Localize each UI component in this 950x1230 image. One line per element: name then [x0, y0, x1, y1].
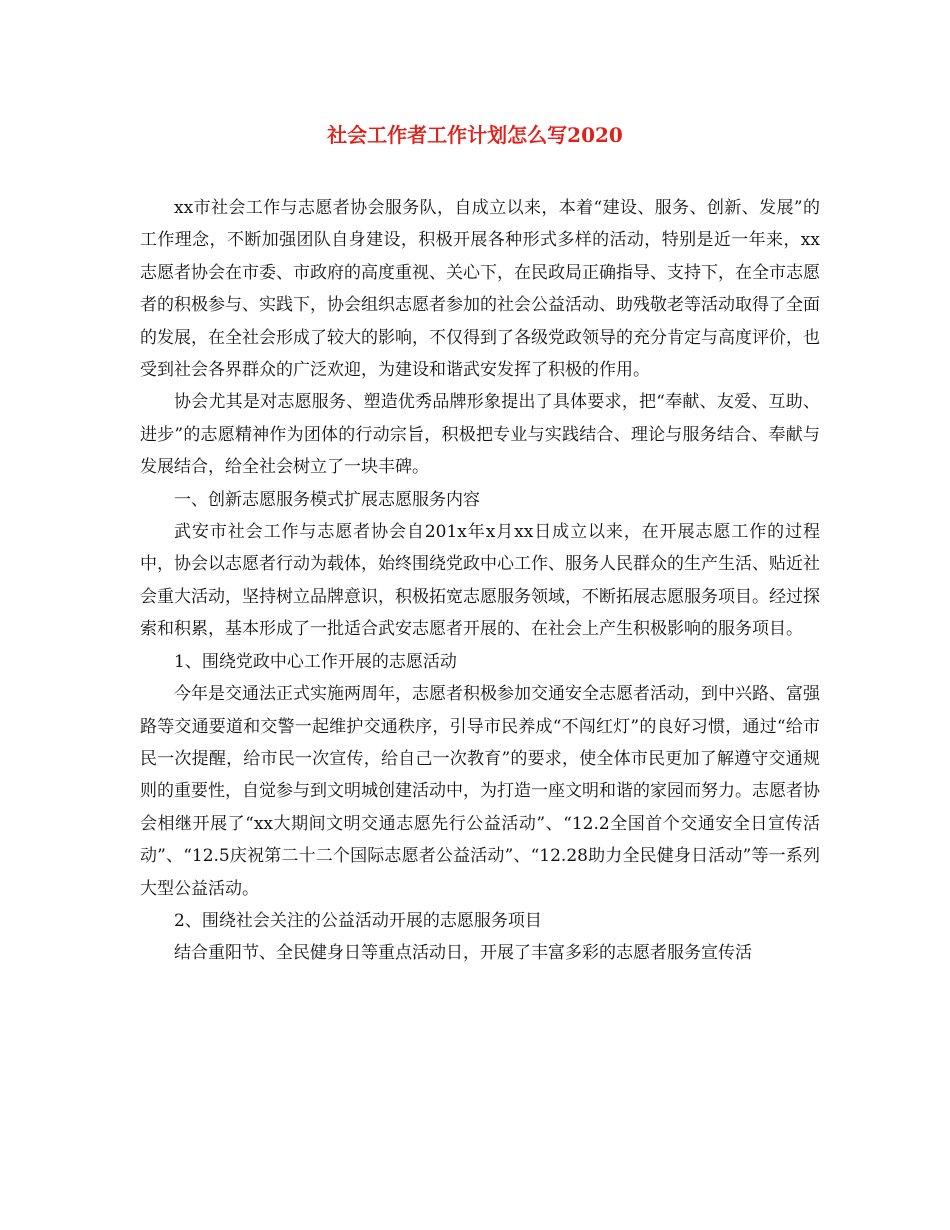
- section-heading-1: 一、创新志愿服务模式扩展志愿服务内容: [174, 489, 480, 510]
- subsection-heading-1: 1、围绕党政中心工作开展的志愿活动: [174, 651, 457, 672]
- paragraph-public-welfare: 结合重阳节、全民健身日等重点活动日，开展了丰富多彩的志愿者服务宣传活: [174, 943, 752, 964]
- subsection-heading-2: 2、围绕社会关注的公益活动开展的志愿服务项目: [174, 910, 542, 931]
- paragraph-traffic-activities: 今年是交通法正式实施两周年，志愿者积极参加交通安全志愿者活动，到中兴路、富强路等交通要道和交警一起维护交通秩序，引导市民养成“不闯红灯”的良好习惯，通过“给市民一次提醒，给市民一次宣传，给自己一次教育”的要求，使全体市民更加了解遵守交通规则的重要性，自觉参与到文明城创建活动中，为打造一座文明和谐的家园而努力。志愿者协会相继开展了“xx大期间文明交通志愿先行公益活动”、“12.2全国首个交通安全日宣传活动”、“12.5庆祝第二十二个国际志愿者公益活动”、“12.28助力全民健身日活动”等一系列大型公益活动。: [140, 684, 820, 899]
- document-body: [140, 192, 820, 970]
- paragraph-history: 武安市社会工作与志愿者协会自201x年x月xx日成立以来，在开展志愿工作的过程中，协会以志愿者行动为载体，始终围绕党政中心工作、服务人民群众的生产生活、贴近社会重大活动，坚持树立品牌意识，积极拓宽志愿服务领域，不断拓展志愿服务项目。经过探索和积累，基本形成了一批适合武安志愿者开展的、在社会上产生积极影响的服务项目。: [140, 522, 820, 640]
- document-title: 社会工作者工作计划怎么写2020: [327, 123, 623, 147]
- paragraph-association-goals: 协会尤其是对志愿服务、塑造优秀品牌形象提出了具体要求，把“奉献、友爱、互助、进步”的志愿精神作为团体的行动宗旨，积极把专业与实践结合、理论与服务结合、奉献与发展结合，给全社会树立了一块丰碑。: [140, 392, 820, 478]
- paragraph-intro: xx市社会工作与志愿者协会服务队，自成立以来，本着“建设、服务、创新、发展”的工作理念，不断加强团队自身建设，积极开展各种形式多样的活动，特别是近一年来，xx志愿者协会在市委、市政府的高度重视、关心下，在民政局正确指导、支持下，在全市志愿者的积极参与、实践下，协会组织志愿者参加的社会公益活动、助残敬老等活动取得了全面的发展，在全社会形成了较大的影响，不仅得到了各级党政领导的充分肯定与高度评价，也受到社会各界群众的广泛欢迎，为建设和谐武安发挥了积极的作用。: [140, 198, 820, 381]
